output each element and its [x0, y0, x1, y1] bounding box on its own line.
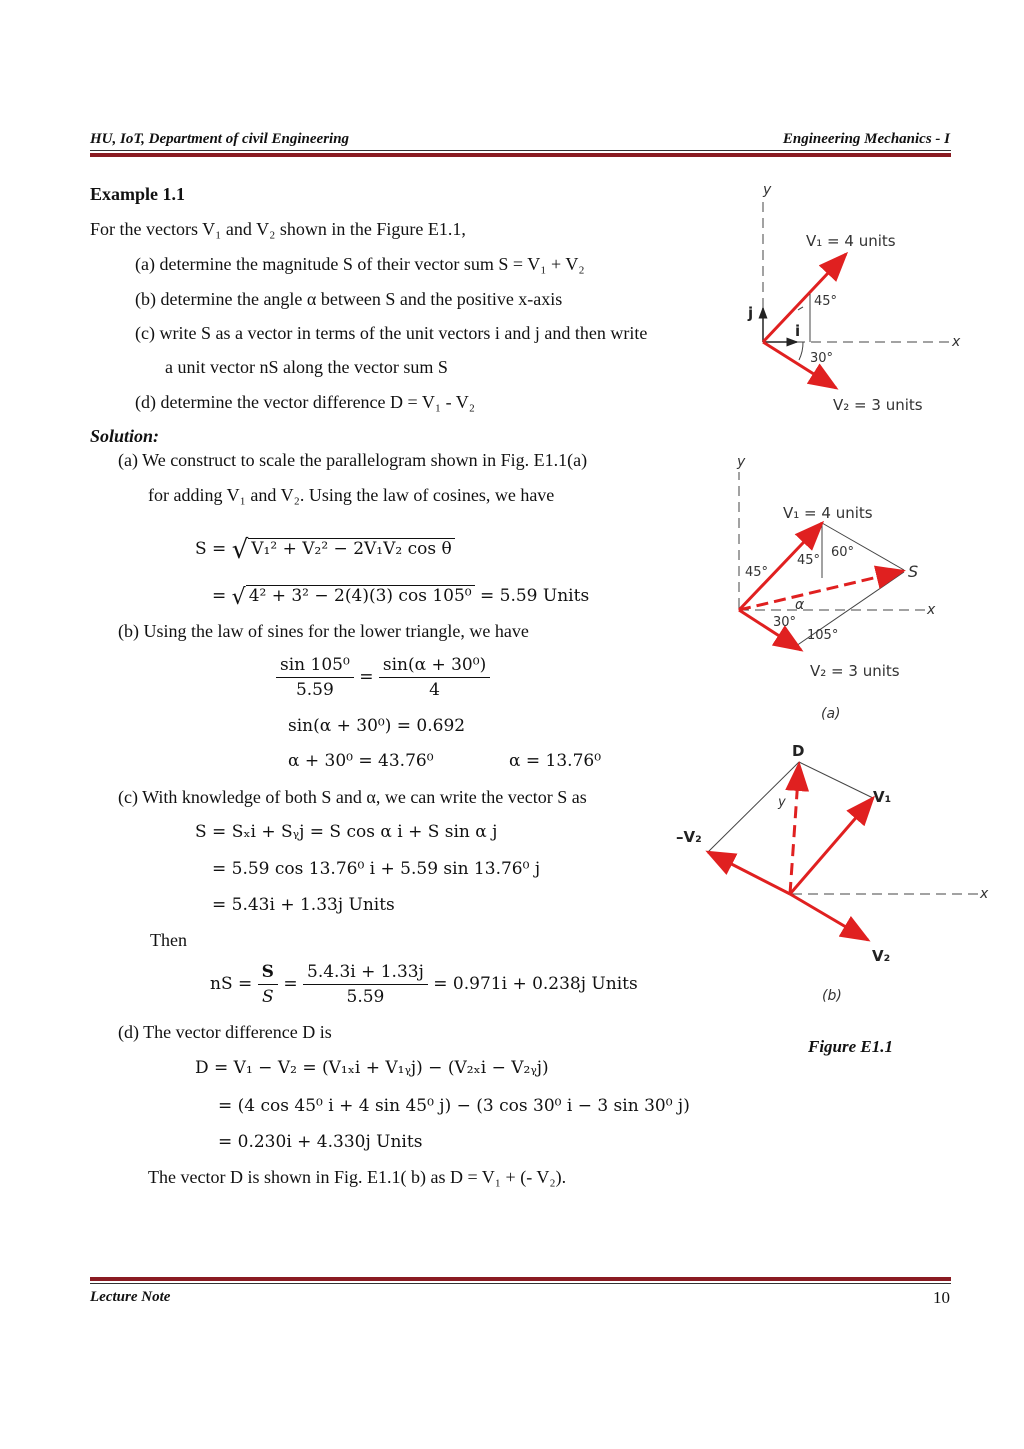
ns-result: = 0.971i + 0.238j Units [433, 974, 638, 994]
d-eq1: D = V₁ − V₂ = (V₁ₓi + V₁ᵧj) − (V₂ₓi − V₂ᵧj) [195, 1058, 549, 1078]
ns-eq: = [283, 974, 298, 994]
a-alpha-label: α [795, 597, 805, 613]
solution-b-line: (b) Using the law of sines for the lower triangle, we have [118, 621, 529, 641]
ns-num1: S [258, 962, 278, 985]
a-angle-45: 45° [797, 553, 821, 568]
eq-s2-eq: = [212, 586, 227, 606]
solution-c-line: (c) With knowledge of both S and α, we can write the vector S as [118, 787, 587, 807]
c-eq2: = 5.59 cos 13.76⁰ i + 5.59 sin 13.76⁰ j [212, 859, 541, 879]
top-i-label: i [795, 322, 801, 340]
b-v1-vector [790, 798, 873, 894]
footer-rule-thick [90, 1277, 951, 1281]
sines-eq: = [359, 667, 374, 687]
eq-s1-radicand: V₁² + V₂² − 2V₁V₂ cos θ [248, 538, 454, 559]
a-s-label: S [908, 562, 919, 581]
solution-a-line2: for adding V₁ and V₂. Using the law of cosines, we have [148, 485, 555, 505]
eq-s1-lhs: S = [195, 539, 227, 559]
figure-e1-1-top [740, 182, 970, 417]
d-eq3: = 0.230i + 4.330j Units [218, 1132, 423, 1152]
ns-lhs: nS = [210, 974, 253, 994]
solution-d-line: (d) The vector difference D is [118, 1022, 332, 1042]
top-y-label: y [763, 182, 772, 198]
top-v2-label: V₂ = 3 units [833, 396, 923, 414]
a-v1-label: V₁ = 4 units [783, 504, 873, 522]
b-y-label: y [778, 795, 786, 810]
b-mv2-label: –V₂ [676, 828, 702, 846]
sines-den1: 5.59 [295, 680, 334, 700]
b-d-to-v1-side [799, 762, 873, 798]
figure-e1-1-b [672, 740, 992, 1008]
sines-result-3: α = 13.76⁰ [509, 751, 602, 771]
a-angle-45-left: 45° [745, 565, 769, 580]
b-figure-label: (b) [822, 988, 842, 1004]
a-figure-label: (a) [821, 706, 841, 722]
c-eq3: = 5.43i + 1.33j Units [212, 895, 395, 915]
top-x-label: x [952, 334, 961, 350]
b-d-label: D [792, 742, 805, 760]
example-intro: For the vectors V₁ and V₂ shown in the Figure E1.1, [90, 219, 466, 239]
d-eq2: = (4 cos 45⁰ i + 4 sin 45⁰ j) − (3 cos 30⁰ i − 3 sin 30⁰ j) [218, 1096, 690, 1116]
b-x-label: x [980, 886, 989, 902]
page-number: 10 [933, 1288, 950, 1307]
then-label: Then [150, 930, 187, 950]
eq-s2-radicand: 4² + 3² − 2(4)(3) cos 105⁰ [246, 585, 475, 606]
eq-law-of-cosines-numeric: = √ 4² + 3² − 2(4)(3) cos 105⁰ = 5.59 Units [212, 585, 590, 610]
ns-num2: 5.4.3i + 1.33j [303, 962, 428, 985]
top-angle-30: 30° [810, 351, 834, 366]
example-part-c-cont: a unit vector nS along the vector sum S [165, 357, 448, 377]
eq-law-of-sines [276, 655, 490, 700]
header-rule-thick [90, 153, 951, 157]
a-v2-label: V₂ = 3 units [810, 662, 900, 680]
solution-a-line1: (a) We construct to scale the parallelogram shown in Fig. E1.1(a) [118, 450, 588, 470]
example-part-b: (b) determine the angle α between S and the positive x-axis [135, 289, 563, 309]
example-part-a: (a) determine the magnitude S of their vector sum S = V₁ + V₂ [135, 254, 585, 274]
sines-den2: 4 [429, 680, 440, 700]
a-angle-105: 105° [807, 628, 839, 643]
header-right: Engineering Mechanics - I [782, 131, 950, 147]
top-v1-label: V₁ = 4 units [806, 232, 896, 250]
b-v1-label: V₁ [873, 788, 892, 806]
c-eq1: S = Sₓi + Sᵧj = S cos α i + S sin α j [195, 822, 498, 842]
b-d-vector [790, 764, 799, 894]
a-angle-30: 30° [773, 615, 797, 630]
top-j-label: j [748, 304, 754, 322]
example-title: Example 1.1 [90, 184, 186, 204]
footer-left: Lecture Note [90, 1289, 171, 1305]
eq-unit-vector [210, 962, 638, 1007]
figure-caption: Figure E1.1 [808, 1037, 894, 1056]
sines-num2: sin(α + 30⁰) [379, 655, 490, 678]
solution-label: Solution: [90, 426, 160, 446]
figure-e1-1-a [725, 452, 975, 727]
example-part-c: (c) write S as a vector in terms of the unit vectors i and j and then write [135, 323, 648, 343]
a-x-label: x [927, 602, 936, 618]
a-y-label: y [737, 454, 746, 470]
footer-rule-thin [90, 1283, 951, 1284]
a-angle-60: 60° [831, 545, 855, 560]
sines-result-1: sin(α + 30⁰) = 0.692 [288, 716, 466, 736]
header-left: HU, IoT, Department of civil Engineering [90, 131, 350, 147]
b-v2-label: V₂ [872, 947, 891, 965]
sines-result-2: α + 30⁰ = 43.76⁰ [288, 751, 434, 771]
eq-s2-result: = 5.59 Units [480, 586, 590, 606]
eq-law-of-cosines: S = √ V₁² + V₂² − 2V₁V₂ cos θ [195, 535, 455, 565]
ns-den2: 5.59 [346, 987, 385, 1007]
ns-den1: S [261, 987, 274, 1007]
top-angle-45: 45° [814, 294, 838, 309]
b-mv2-vector [708, 852, 790, 894]
header-rule-thin [90, 150, 951, 151]
example-part-d: (d) determine the vector difference D = V₁ - V₂ [135, 392, 476, 412]
b-v2-vector [790, 894, 868, 940]
sines-num1: sin 105⁰ [276, 655, 354, 678]
d-final: The vector D is shown in Fig. E1.1( b) as D = V₁ + (- V₂). [148, 1167, 567, 1187]
